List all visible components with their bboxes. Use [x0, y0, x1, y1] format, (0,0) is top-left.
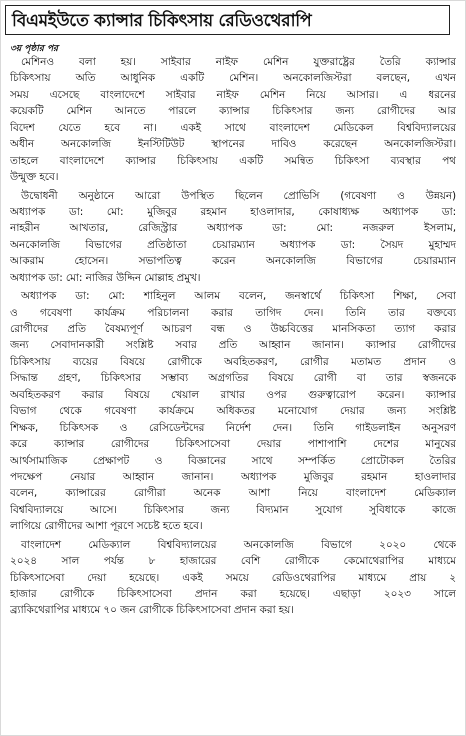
paragraph-line: অধীন অনকোলজি ইনস্টিটিউট স্থাপনের দাবিও করেছেন অনকোলজিস্টরা। [10, 138, 456, 151]
paragraph-line: চিকিৎসায় ব্যয়ের বিষয়ে রোগীকে অবহিতকরণ, রোগীর মতামত প্রদান ও [10, 355, 456, 368]
paragraph-line: চিকিৎসায় অতি আধুনিক একটি মেশিন। অনকোলজিস্টরা বলছেন, এখন [10, 72, 456, 85]
paragraph-line: ও গবেষণা কার্যক্রম পরিচালনা করার তাগিদ দেন। তিনি তার বক্তব্যে [10, 306, 456, 319]
paragraph-line: তাহলে বাংলাদেশে ক্যান্সার চিকিৎসায় একটি সমন্বিত চিকিৎসা ব্যবস্থার পথ [10, 154, 456, 167]
paragraph-line: অধ্যাপক ডা: মো: শাহিনুল আলম বলেন, জনস্বার্থে চিকিৎসা শিক্ষা, সেবা [21, 290, 456, 303]
paragraph-line: অনকোলজি বিভাগের প্রতিষ্ঠাতা চেয়ারম্যান অধ্যাপক ডা: সৈয়দ মুহাম্মদ [10, 238, 456, 251]
article-paragraph [10, 188, 456, 287]
article-body [10, 54, 456, 619]
paragraph-line: বাংলাদেশ মেডিক্যাল বিশ্ববিদ্যালয়ের অনকোলজি বিভাগে ২০২০ থেকে [21, 538, 456, 551]
paragraph-line: আর্থসামাজিক প্রেক্ষাপট ও বিজ্ঞানের সাথে সম্পর্কিত প্রোটোকল তৈরির [10, 454, 456, 467]
paragraph-line: সিদ্ধান্ত গ্রহণ, চিকিৎসার সম্ভাব্য অগ্রগতির বিষয়ে রোগী বা তার স্বজনকে [10, 372, 456, 385]
paragraph-line: ২০২৪ সাল পর্যন্ত ৮ হাজারের বেশি রোগীকে কেমোথেরাপির মাধ্যমে [10, 555, 456, 568]
paragraph-line: উদ্বোধনী অনুষ্ঠানে আরো উপস্থিত ছিলেন প্রোভিসি (গবেষণা ও উন্নয়ন) [21, 189, 456, 202]
paragraph-line: করে ক্যান্সার রোগীদের চিকিৎসাসেবা দেয়ার পাশাপাশি দেশের মানুষের [10, 438, 456, 451]
headline: বিএমইউতে ক্যান্সার চিকিৎসায় রেডিওথেরাপি [12, 11, 312, 31]
paragraph-line: শিক্ষক, চিকিৎসক ও রেসিডেন্টদের নির্দেশ দেন। তিনি গাইডলাইন অনুসরণ [10, 421, 456, 434]
paragraph-line: লাগিয়ে রোগীদের আশা পূরণে সচেষ্ট হতে হবে। [10, 520, 203, 533]
article-paragraph [10, 537, 456, 619]
paragraph-line: বলেন, ক্যান্সারের রোগীরা অনেক আশা নিয়ে বাংলাদেশ মেডিক্যাল [10, 487, 456, 500]
paragraph-line: অধ্যাপক ডা: মো: নাজির উদ্দিন মোল্লাহ প্রমুখ। [10, 271, 201, 284]
paragraph-line: সময় এসেছে বাংলাদেশে সাইবার নাইফ মেশিন নিয়ে আসার। এ ধরনের [10, 88, 456, 101]
paragraph-line: চিকিৎসাসেবা দেয়া হয়েছে। একই সময়ে রেডিওথেরাপির মাধ্যমে প্রায় ২ [10, 571, 456, 584]
headline-box [5, 5, 450, 35]
paragraph-line: পদক্ষেপ নেয়ার আহ্বান জানান। অধ্যাপক মুজিবুর রহমান হাওলাদার [10, 470, 456, 483]
article-paragraph [10, 54, 456, 186]
paragraph-line: বিদেশ যেতে হবে না। একই সাথে বাংলাদেশ মেডিকেল বিশ্ববিদ্যালয়ের [10, 121, 456, 134]
paragraph-line: আকরাম হোসেন। সভাপতিত্ব করেন অনকোলজি বিভাগের চেয়ারম্যান [10, 255, 456, 268]
article-paragraph [10, 288, 456, 535]
paragraph-line: নাহরীন আখতার, রেজিস্ট্রার অধ্যাপক ডা: মো: নজরুল ইসলাম, [10, 222, 456, 235]
paragraph-line: জন্য সেবাদানকারী সংশ্লিষ্ট সবার প্রতি আহ্বান জানান। ক্যান্সার রোগীদের [10, 339, 456, 352]
paragraph-line: বিশ্ববিদ্যালয়ে আসে। চিকিৎসার জন্য বিদ্যমান সুযোগ সুবিধাকে কাজে [10, 503, 456, 516]
paragraph-line: অধ্যাপক ডা: মো: মুজিবুর রহমান হাওলাদার, কোষাধ্যক্ষ অধ্যাপক ডা: [10, 205, 456, 218]
paragraph-line: অবহিতকরণ করার বিষয়ে খেয়াল রাখার ওপর গুরুত্বারোপ করেন। ক্যান্সার [10, 388, 456, 401]
paragraph-line: ব্র্যাকিথেরাপির মাধ্যমে ৭০ জন রোগীকে চিকিৎসাসেবা প্রদান করা হয়। [10, 604, 294, 617]
paragraph-line: মেশিনও বলা হয়। সাইবার নাইফ মেশিন যুক্তরাষ্ট্রের তৈরি ক্যান্সার [21, 56, 456, 68]
paragraph-line: রোগীদের প্রতি বৈষম্যপূর্ণ আচরণ বন্ধ ও উচ্চবিত্তের মানসিকতা ত্যাগ করার [10, 323, 456, 335]
continued-from-label: ৩য় পৃষ্ঠার পর [10, 44, 59, 54]
paragraph-line: উন্মুক্ত হবে। [10, 171, 59, 184]
paragraph-line: বিভাগ থেকে গবেষণা কার্যক্রমে অধিকতর মনোযোগ দেয়ার জন্য সংশ্লিষ্ট [10, 405, 456, 418]
paragraph-line: কয়েকটি মেশিন আনতে পারলে ক্যান্সার চিকিৎসার জন্য রোগীদের আর [10, 105, 456, 118]
paragraph-line: হাজার রোগীকে চিকিৎসাসেবা প্রদান করা হয়েছে। এছাড়া ২০২৩ সালে [10, 588, 456, 600]
